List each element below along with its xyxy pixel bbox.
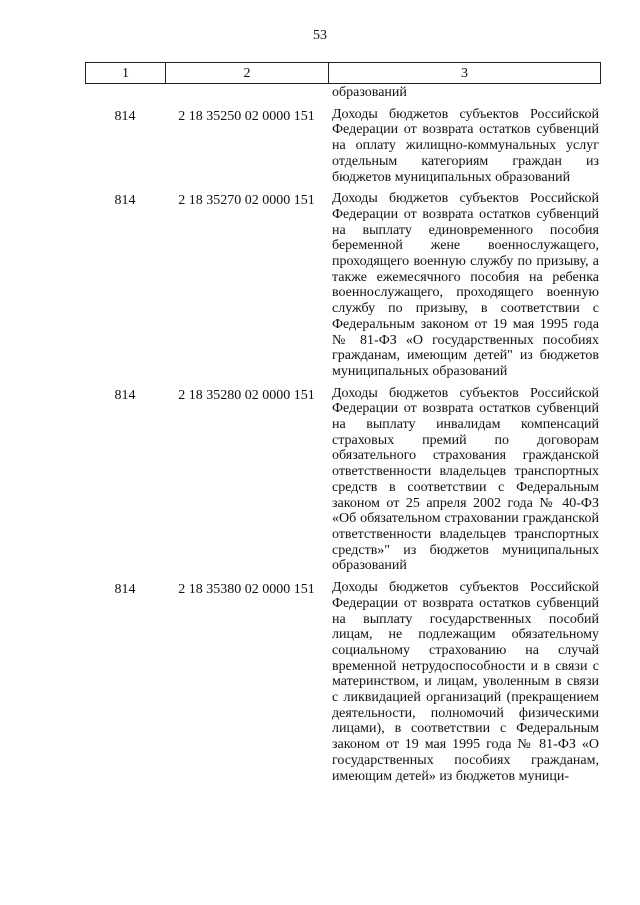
table-row-continuation: [85, 85, 601, 101]
page-number: 53: [313, 28, 327, 43]
admin-code: 814: [114, 193, 136, 209]
revenue-description: Доходы бюджетов субъектов Российской Федерации от возврата остатков субвенций на выплату инвалидам компенсаций страховых премий по договорам обязательного страхования гражданской ответственности владельцев транспортных средств в соответствии с Федеральным законом от 25 апреля 2002 года № 40-ФЗ «Об обязательном страховании гражданской ответственности владельцев транспортных средств»" из бюджетов муниципальных образований: [332, 385, 599, 574]
revenue-description: Доходы бюджетов субъектов Российской Федерации от возврата остатков субвенций на выплату государственных пособий лицам, не подлежащим обязательному социальному страхованию на случай временной нетрудоспособности и в связи с материнством, и лицам, уволенным в связи с ликвидацией организаций (прекращением деятельности, полномочий физическими лицами), в соответствии с Федеральным законом от 19 мая 1995 года № 81-ФЗ «О государственных пособиях гражданам, имеющим детей» из бюджетов муници-: [332, 580, 599, 784]
admin-code: 814: [114, 387, 136, 403]
continuation-text: образований: [332, 85, 407, 100]
admin-code: 814: [114, 108, 136, 124]
column-header-3: 3: [461, 66, 468, 81]
table-row: [85, 386, 601, 574]
table-row: [85, 107, 601, 186]
admin-code: 814: [114, 582, 136, 598]
budget-code: 2 18 35270 02 0000 151: [178, 193, 315, 209]
budget-code: 2 18 35250 02 0000 151: [178, 108, 315, 124]
table-row: [85, 191, 601, 379]
budget-code: 2 18 35280 02 0000 151: [178, 387, 315, 403]
budget-code: 2 18 35380 02 0000 151: [178, 582, 315, 598]
table-row: [85, 580, 601, 784]
table-header: [85, 62, 601, 84]
column-header-1: 1: [86, 63, 166, 83]
revenue-description: Доходы бюджетов субъектов Российской Федерации от возврата остатков субвенций на выплату единовременного пособия беременной жене военнослужащего, проходящего военную службу по призыву, а также ежемесячного пособия на ребенка военнослужащего, проходящего военную службу по призыву, в соответствии с Федеральным законом от 19 мая 1995 года № 81-ФЗ «О государственных пособиях гражданам, имеющим детей" из бюджетов муниципальных образований: [332, 191, 599, 379]
budget-codes-table: [85, 62, 601, 784]
revenue-description: Доходы бюджетов субъектов Российской Федерации от возврата остатков субвенций на оплату жилищно-коммунальных услуг отдельным категориям граждан из бюджетов муниципальных образований: [332, 106, 599, 185]
column-header-2: 2: [166, 63, 329, 83]
